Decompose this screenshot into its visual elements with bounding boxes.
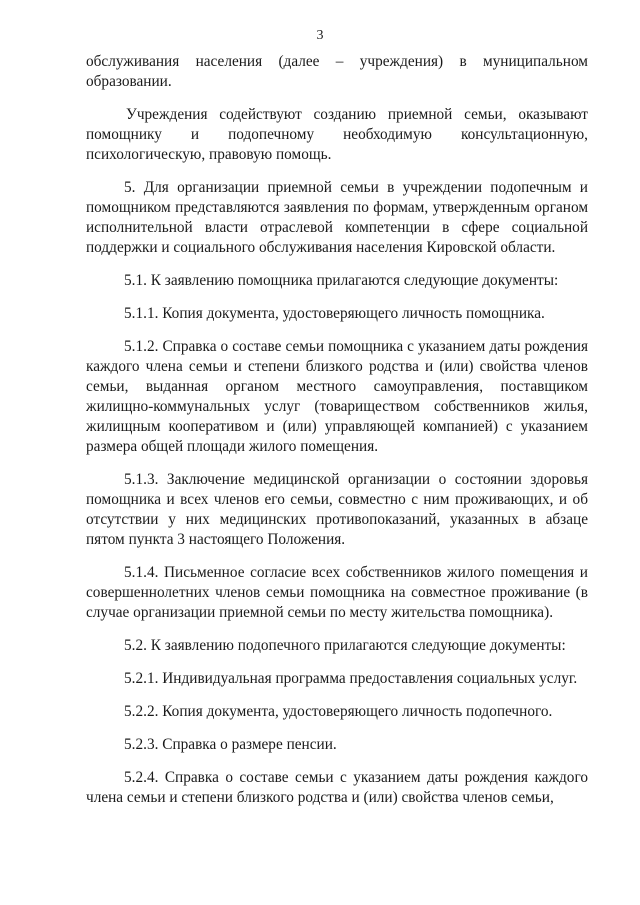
paragraph-item-5-1-3: 5.1.3. Заключение медицинской организации о состоянии здоровья помощника и всех членов его семьи, совместно с ним проживающих, и об отсутствии у них медицинских противопоказаний, указанных в абзаце пятом пункта 3 настоящего Положения. <box>86 471 588 548</box>
paragraph-item-5-1-1: 5.1.1. Копия документа, удостоверяющего личность помощника. <box>124 305 545 322</box>
page-number: 3 <box>316 28 324 43</box>
document-body <box>86 48 588 808</box>
paragraph-item-5-2-4: 5.2.4. Справка о составе семьи с указанием даты рождения каждого члена семьи и степени близкого родства и (или) свойства членов семьи, <box>86 769 588 806</box>
paragraph-item-5-1: 5.1. К заявлению помощника прилагаются следующие документы: <box>124 272 559 289</box>
paragraph-item-5-2-1: 5.2.1. Индивидуальная программа предоставления социальных услуг. <box>124 670 578 687</box>
paragraph-item-5-2-2: 5.2.2. Копия документа, удостоверяющего личность подопечного. <box>124 703 553 720</box>
paragraph-item-5-2: 5.2. К заявлению подопечного прилагаются следующие документы: <box>124 637 566 654</box>
paragraph-item-5: 5. Для организации приемной семьи в учреждении подопечным и помощником представляются заявления по формам, утвержденным органом исполнительной власти отраслевой компетенции в сфере социальной поддержки и социального обслуживания населения Кировской области. <box>86 179 588 256</box>
paragraph-item-5-1-2: 5.1.2. Справка о составе семьи помощника с указанием даты рождения каждого члена семьи и степени близкого родства и (или) свойства членов семьи, выданная органом местного самоуправления, поставщиком жилищно-коммунальных услуг (товариществом собственников жилья, жилищным кооперативом и (или) управляющей компанией) с указанием размера общей площади жилого помещения. <box>86 338 588 455</box>
paragraph-continuation: обслуживания населения (далее – учреждения) в муниципальном образовании. <box>86 53 588 90</box>
paragraph-item-5-1-4: 5.1.4. Письменное согласие всех собственников жилого помещения и совершеннолетних членов семьи помощника на совместное проживание (в случае организации приемной семьи по месту жительства помощника). <box>86 564 588 621</box>
paragraph-institutions-assistance: Учреждения содействуют созданию приемной семьи, оказывают помощнику и подопечному необходимую консультационную, психологическую, правовую помощь. <box>86 106 588 163</box>
paragraph-item-5-2-3: 5.2.3. Справка о размере пенсии. <box>124 736 337 753</box>
